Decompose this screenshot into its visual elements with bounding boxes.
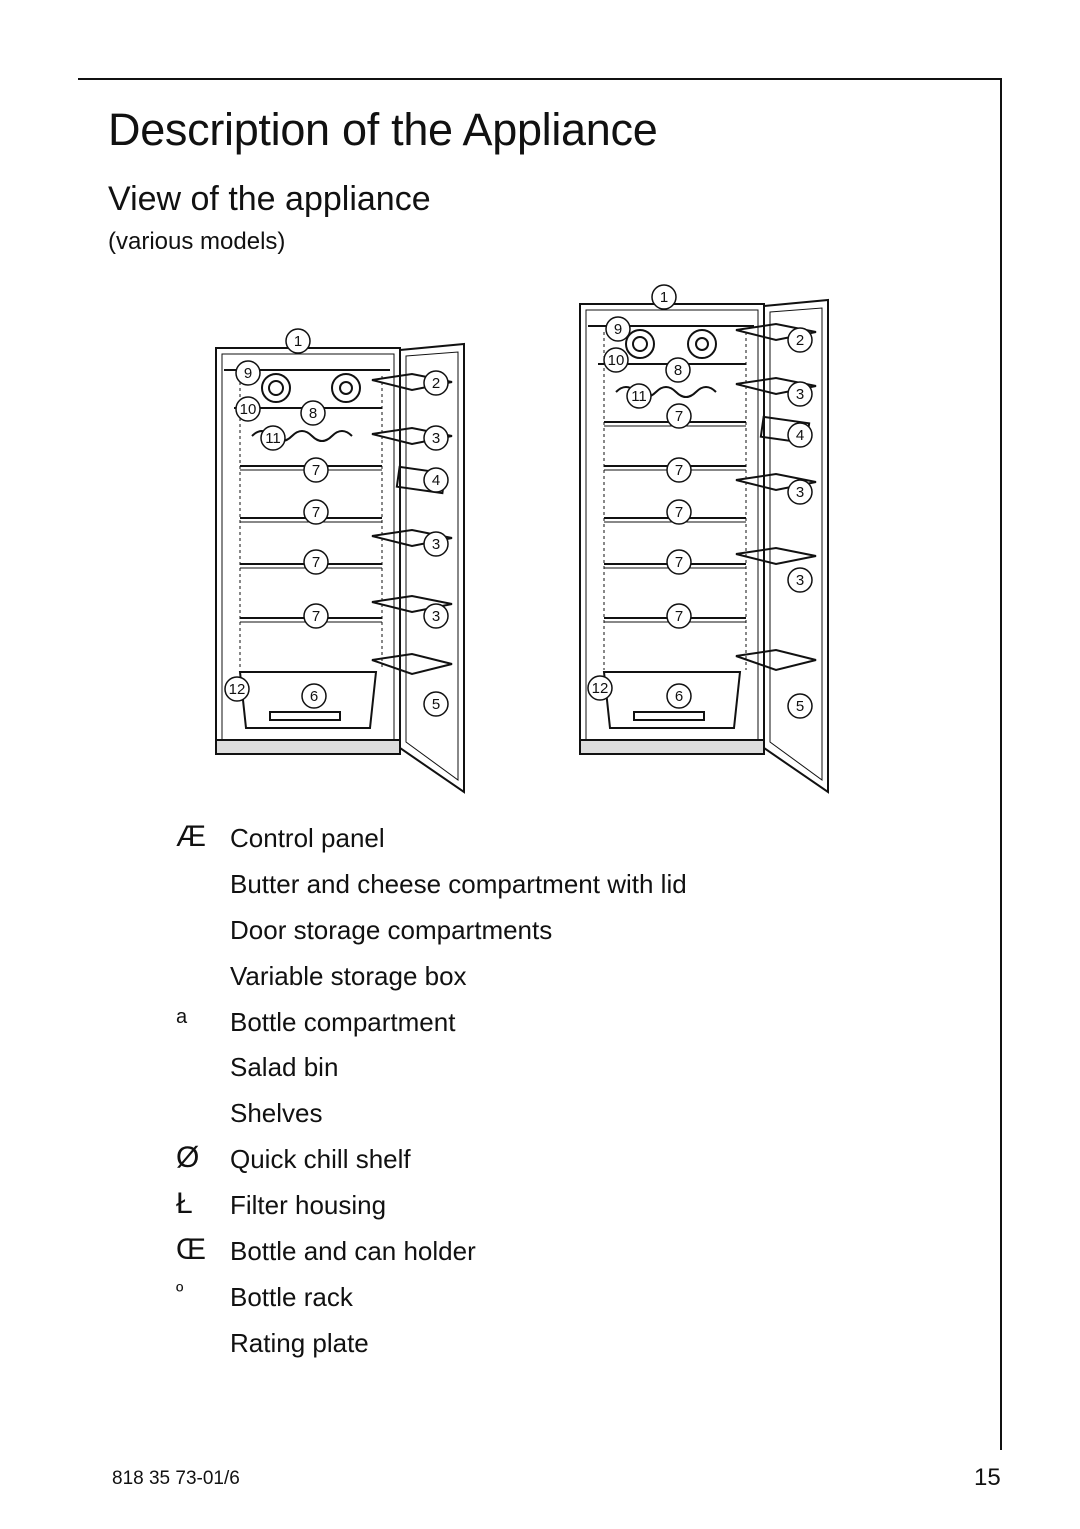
- callout-right-4: [788, 423, 812, 447]
- callout-left-8: [301, 401, 325, 425]
- callout-right-7b: [667, 458, 691, 482]
- callout-left-7a: [304, 458, 328, 482]
- legend-item-bottle-can-holder: [176, 1231, 876, 1277]
- callout-left-4: [424, 468, 448, 492]
- callout-left-9: [236, 361, 260, 385]
- callout-label: 1: [293, 333, 303, 350]
- callout-label: 4: [431, 472, 441, 489]
- legend-item-variable-box: [176, 956, 876, 1002]
- callout-left-7b: [304, 500, 328, 524]
- callout-left-7d: [304, 604, 328, 628]
- top-rule: [78, 78, 1002, 80]
- callout-left-7c: [304, 550, 328, 574]
- callout-right-3b: [788, 480, 812, 504]
- callout-right-10: [604, 348, 628, 372]
- callout-right-6: [667, 684, 691, 708]
- callout-left-6: [302, 684, 326, 708]
- models-note: (various models): [108, 228, 286, 255]
- callout-label: 3: [795, 484, 805, 501]
- callout-label: 3: [431, 608, 441, 625]
- legend-text: Bottle compartment: [230, 1006, 456, 1037]
- callout-right-5: [788, 694, 812, 718]
- callout-left-5: [424, 692, 448, 716]
- legend-text: Variable storage box: [230, 960, 467, 991]
- legend-item-control-panel: [176, 818, 876, 864]
- callout-label: 9: [613, 321, 623, 338]
- callout-right-7a: [667, 404, 691, 428]
- legend-item-bottle-compartment: [176, 1002, 876, 1048]
- legend-text: Quick chill shelf: [230, 1144, 411, 1175]
- callout-label: 3: [795, 572, 805, 589]
- callout-label: 1: [659, 289, 669, 306]
- callout-label: 7: [674, 554, 684, 571]
- callout-label: 6: [309, 688, 319, 705]
- legend-text: Bottle and can holder: [230, 1236, 476, 1267]
- callout-label: 5: [795, 698, 805, 715]
- callout-left-10: [236, 397, 260, 421]
- legend-symbol: a: [176, 1005, 188, 1028]
- legend-item-filter-housing: [176, 1185, 876, 1231]
- legend-text: Shelves: [230, 1098, 323, 1129]
- legend-symbol: Ø: [176, 1141, 200, 1175]
- callout-right-3a: [788, 382, 812, 406]
- callout-left-12: [225, 677, 249, 701]
- legend-item-salad-bin: [176, 1047, 876, 1093]
- appliance-illustration: [200, 280, 880, 800]
- legend-item-quick-chill: [176, 1139, 876, 1185]
- callout-label: 7: [311, 504, 321, 521]
- legend-text: Door storage compartments: [230, 914, 553, 945]
- legend-symbol: Ł: [176, 1187, 193, 1221]
- legend-item-door-storage: [176, 910, 876, 956]
- callout-label: 7: [674, 504, 684, 521]
- section-subtitle: View of the appliance: [108, 180, 431, 218]
- legend-symbol: Œ: [176, 1233, 206, 1267]
- callout-label: 8: [673, 362, 683, 379]
- callout-label: 2: [795, 332, 805, 349]
- callout-left-3a: [424, 426, 448, 450]
- callout-label: 9: [243, 365, 253, 382]
- page-title: Description of the Appliance: [108, 104, 658, 155]
- legend-text: Filter housing: [230, 1190, 387, 1221]
- legend-text: Bottle rack: [230, 1281, 353, 1312]
- legend-text: Salad bin: [230, 1052, 339, 1083]
- right-rule: [1000, 78, 1002, 1450]
- callout-label: 5: [431, 696, 441, 713]
- legend-item-bottle-rack: [176, 1277, 876, 1323]
- callout-left-1: [286, 329, 310, 353]
- callout-right-1: [652, 285, 676, 309]
- callout-right-7e: [667, 604, 691, 628]
- callout-right-2: [788, 328, 812, 352]
- callout-label: 7: [311, 462, 321, 479]
- legend-symbol: º: [176, 1280, 184, 1303]
- callout-right-3c: [788, 568, 812, 592]
- callout-label: 10: [607, 352, 625, 369]
- callout-label: 7: [674, 462, 684, 479]
- callout-label: 12: [591, 680, 609, 697]
- callout-label: 7: [674, 608, 684, 625]
- callout-label: 11: [265, 430, 281, 447]
- legend-item-butter-cheese: [176, 864, 876, 910]
- appliance-right: [580, 300, 828, 792]
- callout-label: 7: [674, 408, 684, 425]
- callout-right-8: [666, 358, 690, 382]
- page-number: 15: [974, 1464, 1001, 1491]
- callout-right-7c: [667, 500, 691, 524]
- legend-text: Rating plate: [230, 1327, 369, 1358]
- document-code: 818 35 73-01/6: [112, 1468, 240, 1489]
- callout-label: 7: [311, 608, 321, 625]
- callout-right-7d: [667, 550, 691, 574]
- callout-left-2: [424, 371, 448, 395]
- legend-text: Butter and cheese compartment with lid: [230, 868, 687, 899]
- callout-label: 4: [795, 427, 805, 444]
- callout-label: 7: [311, 554, 321, 571]
- legend-text: Control panel: [230, 823, 385, 853]
- callout-left-3b: [424, 532, 448, 556]
- callout-right-11: [627, 384, 651, 408]
- legend-list: [176, 818, 876, 1369]
- callout-label: 3: [431, 430, 441, 447]
- legend-symbol: Æ: [176, 820, 206, 853]
- callout-label: 3: [431, 536, 441, 553]
- callout-left-11: [261, 426, 285, 450]
- callout-label: 11: [631, 388, 647, 405]
- legend-item-rating-plate: [176, 1323, 876, 1369]
- callout-right-9: [606, 317, 630, 341]
- callout-label: 3: [795, 386, 805, 403]
- callout-right-12: [588, 676, 612, 700]
- legend-item-shelves: [176, 1093, 876, 1139]
- callout-label: 6: [674, 688, 684, 705]
- callout-label: 2: [431, 375, 441, 392]
- callout-label: 8: [308, 405, 318, 422]
- callout-label: 10: [239, 401, 257, 418]
- callout-label: 12: [228, 681, 246, 698]
- callout-left-3c: [424, 604, 448, 628]
